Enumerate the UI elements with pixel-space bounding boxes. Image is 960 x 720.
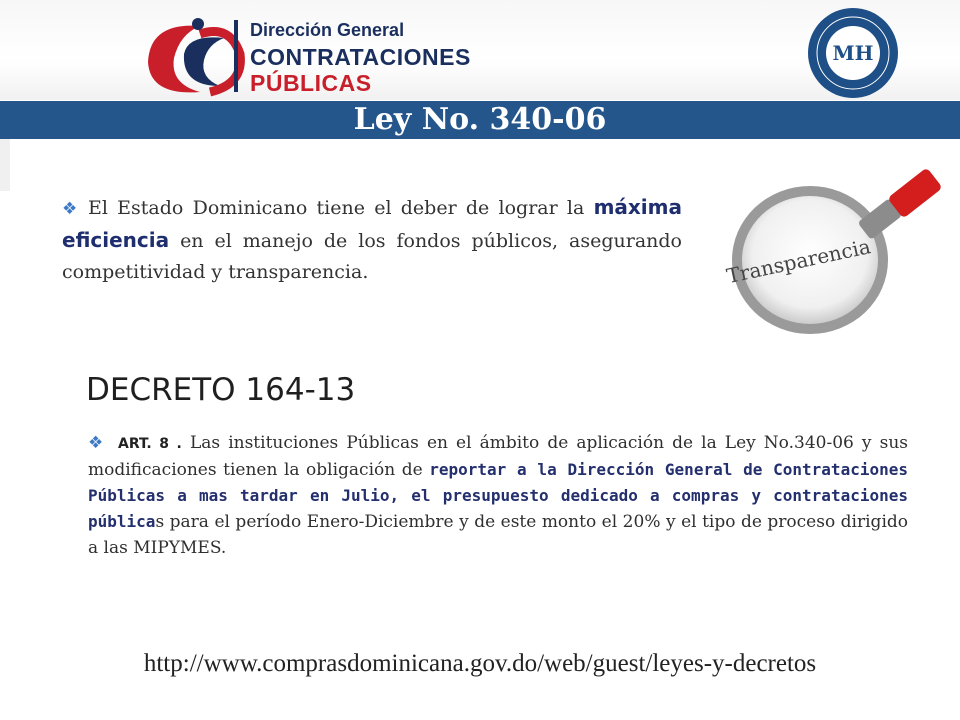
url-link[interactable]: http://www.comprasdominicana.gov.do/web/guest/leyes-y-decretos bbox=[143, 650, 817, 677]
ley-paragraph bbox=[62, 192, 682, 288]
decreto-paragraph bbox=[88, 430, 908, 561]
decreto-text-1: Las instituciones Públicas en el ámbito de aplicación de la Ley No.340-06 y sus modificaciones tienen la obligación de bbox=[88, 433, 908, 480]
decreto-bold: reportar a la Dirección General de Contrataciones Públicas a mas tardar en Julio, el presupuesto dedicado a compras y contrataciones pública bbox=[88, 460, 908, 531]
brand-line-publicas: PÚBLICAS bbox=[250, 70, 372, 96]
side-accent bbox=[0, 139, 10, 191]
art-label: ART. 8 . bbox=[118, 436, 182, 452]
ministerio-hacienda-seal-icon bbox=[806, 6, 900, 100]
decreto-heading: DECRETO 164-13 bbox=[86, 372, 356, 408]
diamond-bullet-icon: ❖ bbox=[88, 433, 104, 453]
ley-emphasis: máxima eficiencia bbox=[62, 195, 682, 252]
decreto-text-2: s para el período Enero-Diciembre y de este monto el 20% y el tipo de proceso dirigido a las MIPYMES. bbox=[88, 512, 908, 558]
brand-line-direccion: Dirección General bbox=[250, 20, 405, 40]
seal-monogram: MH bbox=[832, 41, 874, 65]
brand-line-contrataciones: CONTRATACIONES bbox=[250, 44, 471, 70]
page-title: Ley No. 340-06 bbox=[353, 102, 607, 137]
diamond-bullet-icon: ❖ bbox=[62, 199, 78, 219]
ley-text-after: en el manejo de los fondos públicos, asegurando competitividad y transparencia. bbox=[62, 230, 682, 283]
magnifying-glass-icon bbox=[720, 160, 945, 345]
magnifier-label: Transparencia bbox=[724, 234, 873, 289]
ley-text-before: El Estado Dominicano tiene el deber de lograr la bbox=[88, 197, 594, 219]
